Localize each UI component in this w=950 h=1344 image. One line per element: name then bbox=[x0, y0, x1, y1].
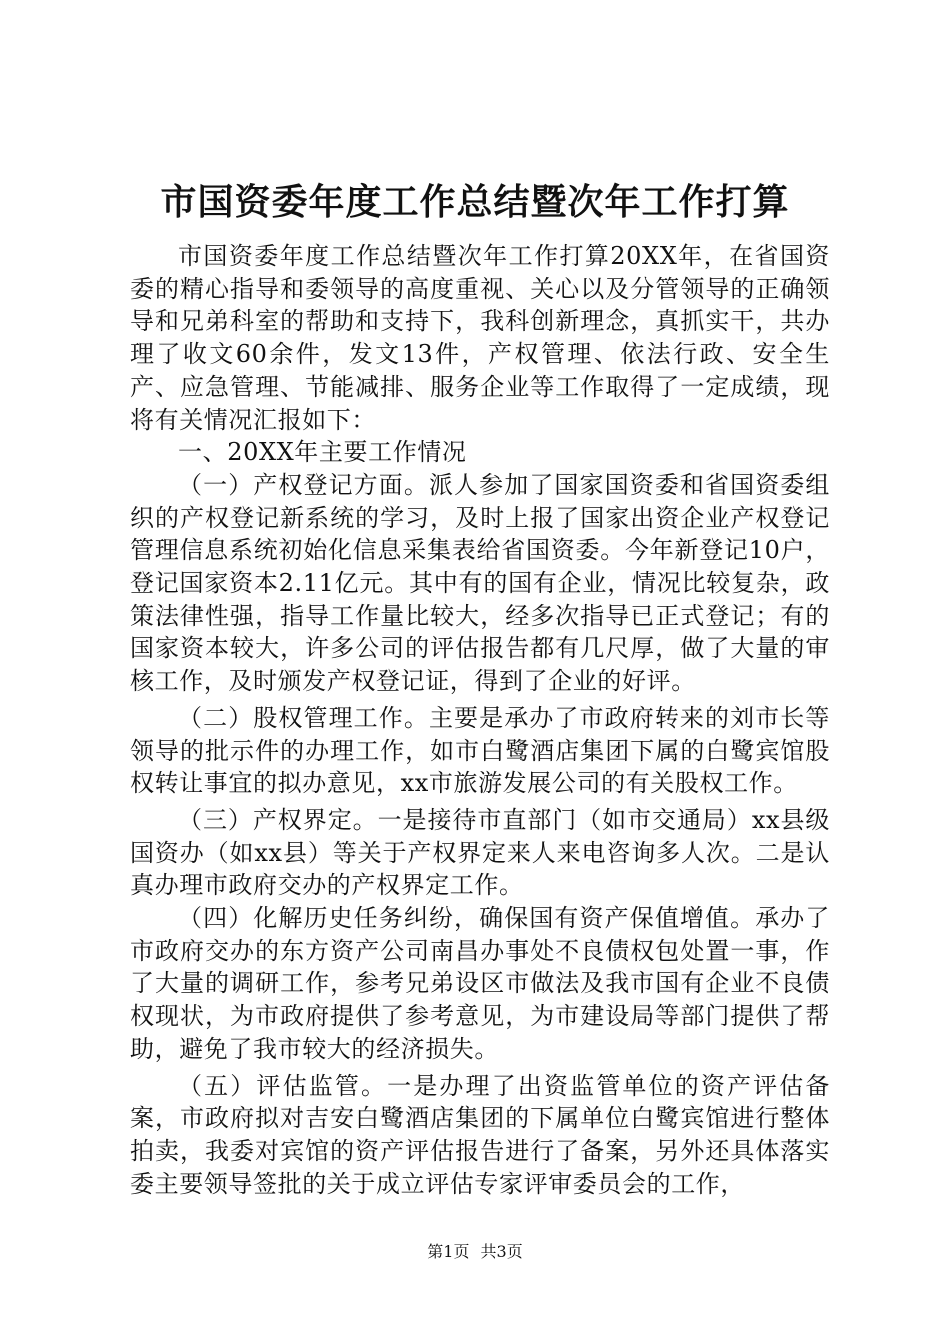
paragraph-property-definition: （三）产权界定。一是接待市直部门（如市交通局）xx县级国资办（如xx县）等关于产权界定来人来电咨询多人次。二是认真办理市政府交办的产权界定工作。 bbox=[130, 805, 830, 900]
page-number: 第1页 bbox=[427, 1242, 470, 1261]
document-title: 市国资委年度工作总结暨次年工作打算 bbox=[160, 181, 790, 223]
section-heading: 一、20XX年主要工作情况 bbox=[178, 438, 467, 467]
paragraph-dispute-resolution: （四）化解历史任务纠纷，确保国有资产保值增值。承办了市政府交办的东方资产公司南昌办事处不良债权包处置一事，作了大量的调研工作，参考兄弟设区市做法及我市国有企业不良债权现状，为市政府提供了参考意见，为市建设局等部门提供了帮助，避免了我市较大的经济损失。 bbox=[130, 904, 830, 1063]
paragraph-intro: 市国资委年度工作总结暨次年工作打算20XX年，在省国资委的精心指导和委领导的高度重视、关心以及分管领导的正确领导和兄弟科室的帮助和支持下，我科创新理念，真抓实干，共办理了收文60余件，发文13件，产权管理、依法行政、安全生产、应急管理、节能减排、服务企业等工作取得了一定成绩，现将有关情况汇报如下： bbox=[130, 242, 830, 434]
paragraph-equity-management: （二）股权管理工作。主要是承办了市政府转来的刘市长等领导的批示件的办理工作，如市白鹭酒店集团下属的白鹭宾馆股权转让事宜的拟办意见，xx市旅游发展公司的有关股权工作。 bbox=[130, 703, 830, 798]
paragraph-property-registration: （一）产权登记方面。派人参加了国家国资委和省国资委组织的产权登记新系统的学习，及时上报了国家出资企业产权登记管理信息系统初始化信息采集表给省国资委。今年新登记10户，登记国家资本2.11亿元。其中有的国有企业，情况比较复杂，政策法律性强，指导工作量比较大，经多次指导已正式登记；有的国家资本较大，许多公司的评估报告都有几尺厚，做了大量的审核工作，及时颁发产权登记证，得到了企业的好评。 bbox=[130, 470, 830, 696]
document-body bbox=[130, 240, 830, 1200]
paragraph-evaluation-supervision: （五）评估监管。一是办理了出资监管单位的资产评估备案，市政府拟对吉安白鹭酒店集团的下属单位白鹭宾馆进行整体拍卖，我委对宾馆的资产评估报告进行了备案，另外还具体落实委主要领导签批的关于成立评估专家评审委员会的工作， bbox=[130, 1071, 830, 1198]
page-total: 共3页 bbox=[480, 1242, 523, 1261]
page-footer bbox=[0, 1242, 950, 1262]
